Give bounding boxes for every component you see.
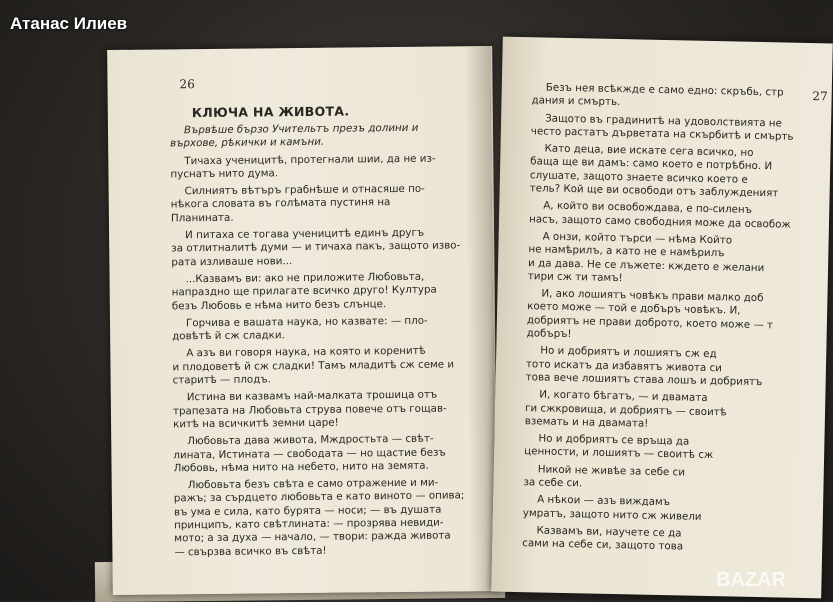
- text-line: А нѣкои — азъ виждамъ: [537, 493, 671, 509]
- text-line: върхове, рѣкички и камъни.: [170, 136, 325, 150]
- text-line: добъръ!: [526, 327, 572, 341]
- text-line: И, ако лошиятъ човѣкъ прави малко доб: [541, 287, 764, 305]
- text-line: ги сжкровища, и добриятъ — своитѣ: [524, 401, 727, 418]
- text-line: старитѣ — плодъ.: [172, 373, 271, 387]
- text-line: Като деца, вие искате сега всичко, но: [544, 142, 754, 160]
- text-line: тири сж ти тамъ!: [527, 270, 623, 285]
- text-line: Горчива е вашата наука, но казвате: — пло-: [185, 314, 428, 330]
- paragraph: [170, 121, 470, 151]
- text-line: принципъ, като свѣтлината: — прозрява невиди-: [174, 516, 444, 532]
- paragraph: [522, 524, 822, 557]
- text-line: китѣ на всичкитѣ земни царе!: [173, 416, 339, 431]
- paragraph: [523, 493, 823, 526]
- right-page: [491, 37, 833, 599]
- paragraph: [530, 142, 831, 201]
- text-line: тото искатъ да избавятъ живота си: [525, 357, 723, 374]
- text-line: сами на себе си, защото това: [522, 537, 684, 553]
- text-line: не намѣрилъ, а като не е намѣрилъ: [528, 243, 725, 260]
- paragraph: [170, 152, 470, 182]
- text-line: напраздно ще прилагате всичко друго! Култура: [171, 283, 437, 299]
- text-line: и да дава. Не се лъжете: кждето е желани: [527, 256, 765, 274]
- text-line: често растатъ дърветата на скърбитѣ и смърть: [530, 125, 794, 143]
- text-line: баща ще ви дамъ: само което е потрѣбно. И: [530, 155, 773, 173]
- text-line: довѣтѣ й сж сладки.: [172, 329, 285, 343]
- paragraph: [529, 200, 829, 233]
- text-line: Но и добриятъ и лошиятъ сж ед: [540, 344, 717, 361]
- text-line: въ ума е сила, като бурята — носи; — въ душата: [173, 503, 442, 519]
- text-line: тель? Кой ще ви освободи отъ заблужденият: [529, 182, 779, 200]
- paragraph: [524, 432, 824, 465]
- text-line: това вече лошиятъ става лошъ и добриятъ: [525, 371, 763, 389]
- text-line: Силниятъ вѣтъръ грабнѣше и отнасяше по-: [184, 182, 425, 198]
- text-line: Любовь, нѣма нито на небето, нито на земята.: [173, 459, 429, 475]
- paragraph: [526, 287, 827, 346]
- right-page-number: 27: [812, 89, 828, 104]
- paragraph: [531, 81, 831, 114]
- paragraph: [528, 230, 829, 289]
- text-line: — свързва всичко въ свѣта!: [174, 544, 327, 558]
- text-line: И питаха се тогава ученицитѣ единъ другъ: [185, 226, 425, 242]
- text-line: Любовьта безъ свѣта е само отражение и ми-: [187, 476, 439, 492]
- paragraph: [172, 345, 472, 388]
- text-line: безъ Любовь е нѣма нито безъ слънце.: [171, 297, 387, 312]
- text-line: което може — той е добъръ човѣкъ. И,: [527, 300, 741, 318]
- text-line: нѣкога словата въ голѣмата пустиня на: [170, 196, 391, 211]
- text-line: Тичаха ученицитѣ, протегнали шии, да не из-: [184, 152, 436, 167]
- bazar-logo: BAZAR: [716, 569, 786, 591]
- paragraph: [174, 476, 475, 559]
- text-line: пуснатъ нито дума.: [170, 167, 279, 181]
- paragraph: [171, 270, 471, 313]
- text-line: ...Казвамъ ви: ако не приложите Любовьта,: [185, 270, 425, 286]
- text-line: насъ, защото само свободния може да освобож: [528, 212, 791, 231]
- paragraph: [531, 112, 831, 145]
- paragraph: [526, 345, 827, 391]
- left-page-number: 26: [179, 77, 195, 92]
- left-page-text: [170, 121, 475, 559]
- paragraph: [173, 432, 473, 475]
- text-line: А, който ви освобождава, е по-силенъ: [543, 199, 753, 217]
- text-line: лината, Истината — свободата — но щастие безъ: [173, 446, 446, 461]
- left-page: [107, 46, 498, 595]
- right-page-body: [522, 81, 832, 561]
- text-line: Любовьта дава живота, Мждростьта — свѣт-: [187, 432, 434, 448]
- text-line: мото; а за духа — начало, — твори: ражда живота: [174, 529, 451, 545]
- text-line: вземать и на двамата!: [524, 414, 649, 430]
- text-line: рата изливаше нови...: [171, 254, 293, 269]
- text-line: добриятъ не прави доброто, което може — т: [526, 313, 774, 332]
- text-line: Казвамъ ви, научете се да: [536, 524, 682, 540]
- text-line: Безъ нея всѣкжде е само едно: скръбь, стр: [545, 81, 784, 99]
- text-line: за себе си.: [523, 476, 583, 490]
- text-line: дания и смърть.: [531, 94, 621, 109]
- text-line: А азъ ви говоря наука, на която и коренитѣ: [186, 345, 426, 360]
- text-line: Но и добриятъ се връща да: [538, 432, 690, 448]
- chapter-title: КЛЮЧА НА ЖИВОТА.: [191, 103, 350, 121]
- text-line: ценности, и лошиятъ — своитѣ сж: [524, 445, 714, 462]
- text-line: А онзи, който търси — нѣма Който: [542, 230, 733, 247]
- text-line: и плодоветѣ й сж сладки! Тамъ младитѣ сж семе и: [172, 358, 455, 374]
- paragraph: [173, 389, 473, 432]
- paragraph: [523, 463, 823, 496]
- text-line: Вървѣше бързо Учительтъ презъ долини и: [183, 121, 419, 137]
- paragraph: [172, 314, 472, 344]
- text-line: трапезата на Любовьта струва повече отъ гощав-: [172, 402, 447, 418]
- text-line: Истина ви казвамъ най-малката трошица отъ: [186, 388, 438, 404]
- text-line: Никой не живѣе за себе си: [537, 463, 686, 479]
- left-page-body: [169, 74, 474, 563]
- text-line: Планината.: [170, 211, 234, 225]
- right-page-text: [522, 81, 832, 557]
- text-line: ражъ; за сърдцето любовьта е като виното — опива;: [173, 489, 465, 505]
- text-line: за отлитналитѣ думи — и тичаха пакъ, защото изво-: [171, 239, 461, 255]
- text-line: умратъ, защото нито сж живели: [522, 506, 702, 523]
- paragraph: [171, 182, 471, 225]
- seller-watermark: Атанас Илиев: [10, 14, 128, 33]
- paragraph: [171, 226, 471, 269]
- paragraph: [525, 388, 826, 434]
- text-line: И, когато бѣгатъ, — и двамата: [539, 388, 708, 405]
- text-line: слушате, защото знаете всичко което е: [529, 168, 748, 186]
- text-line: Защото въ градинитѣ на удоволствията не: [545, 112, 783, 130]
